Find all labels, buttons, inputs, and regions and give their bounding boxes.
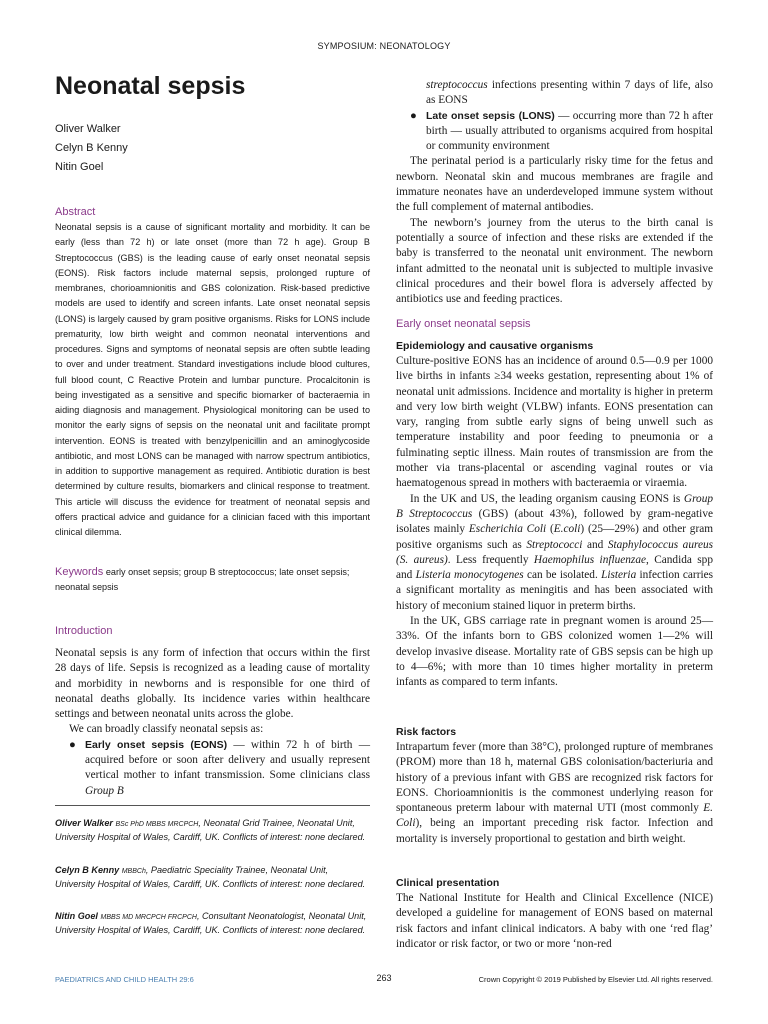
eons-paragraph-1: Culture-positive EONS has an incidence of around 0.5—0.9 per 1000 live births in infants ≥34 weeks gestation, representing about 1% of neonatal unit admissions. Incidence and mortality is higher in preterm and very low birth weight (VLBW) infants. EONS presentation can vary, ranging from subtle early signs of being unwell such as temperature instability and poor feeding to pneumonia or a fulminating septic illness. Main routes of transmission are from the mother via trans-placental or ascending vaginal routes or via haematogenous spread in mothers with bacteraemia or viraemia.: [396, 355, 713, 490]
footnote-divider: [55, 805, 370, 806]
list-item: [55, 738, 370, 799]
clinical-presentation-body: [396, 891, 713, 952]
author-note-name: Nitin Goel: [55, 911, 98, 921]
bullet-term-eons: Early onset sepsis (EONS): [85, 738, 228, 751]
author-note-text: , Consultant Neonatologist, Neonatal Unit, University Hospital of Wales, Cardiff, UK. Conflicts of interest: none declared.: [55, 911, 367, 936]
bullet-term-lons: Late onset sepsis (LONS): [426, 109, 555, 122]
bullet-icon: ●: [410, 109, 417, 122]
abstract-heading: Abstract: [55, 206, 96, 218]
footer-copyright: Crown Copyright © 2019 Published by Elsevier Ltd. All rights reserved.: [478, 975, 713, 984]
eons-paragraph-2: In the UK and US, the leading organism causing EONS is Group B Streptococcus (GBS) (about 43%), followed by gram-negative isolates mainly Escherichia Coli (E.coli) (25—29%) and other gram positive organisms such as Streptococci and Staphylococcus aureus (S. aureus). Less frequently Haemophilus influenzae, Candida spp and Listeria monocytogenes can be isolated. Listeria infection carries a significant mortality as meningitis and has been associated with history of meconium stained liquor in preterm births.: [396, 492, 714, 612]
risk-paragraph: Intrapartum fever (more than 38°C), prolonged rupture of membranes (PROM) more than 18 h, maternal GBS colonisation/bacteriuria and history of a previous infant with GBS are recognized risk factors for EONS. Chorioamnionitis is the commonest underlying reason for spontaneous preterm labour with maternal UTI (most commonly E. Coli), being an important preceding risk factor. Infection and mortality is inversely proportional to gestation and birth weight.: [396, 741, 713, 845]
eons-heading: Early onset neonatal sepsis: [396, 318, 531, 330]
epidemiology-heading: Epidemiology and causative organisms: [396, 340, 594, 352]
author-note-name: Oliver Walker: [55, 818, 113, 828]
article-title: Neonatal sepsis: [55, 72, 246, 100]
list-item: [396, 78, 713, 109]
intro-paragraph-4: The newborn’s journey from the uterus to the birth canal is potentially a source of infection and these risks are extended if the baby is transferred to the neonatal unit environment. The newborn infant admitted to the neonatal unit is subjected to multiple invasive clinical procedures and their bowel flora is adversely affected by antibiotics use and feeding practices.: [396, 216, 713, 306]
classification-list-continued: [396, 78, 713, 154]
author-note-name: Celyn B Kenny: [55, 865, 120, 875]
bullet-cont-text: infections presenting within 7 days of life, also as EONS: [426, 79, 713, 107]
bullet-cont-italic: streptococcus: [426, 79, 488, 91]
author-note-3: [55, 910, 370, 938]
intro-paragraph-1: Neonatal sepsis is any form of infection that occurs within the first 28 days of life. Sepsis is recognized as a leading cause of mortality and morbidity in newborns and is responsible for one third of neonatal deaths globally. Its incidence varies within healthcare settings and between neonatal units across the globe.: [55, 647, 370, 721]
introduction-body-right: [396, 78, 713, 307]
bullet-text-eons-italic: Group B: [85, 784, 124, 797]
intro-paragraph-2: We can broadly classify neonatal sepsis as:: [69, 723, 264, 736]
classification-list: [55, 738, 370, 799]
bullet-text-eons: — within 72 h of birth — acquired before or soon after delivery and usually represent vertical mother to infant transmission. Some clinicians class: [85, 738, 370, 782]
author-note-2: [55, 864, 370, 892]
bullet-text-lons: — occurring more than 72 h after birth — usually attributed to organisms acquired from hospital or community environment: [426, 109, 713, 153]
bullet-icon: ●: [69, 738, 76, 751]
footer-journal: PAEDIATRICS AND CHILD HEALTH 29:6: [55, 975, 194, 984]
clinical-paragraph: The National Institute for Health and Clinical Excellence (NICE) developed a guideline for management of EONS based on maternal risk factors and infant clinical indicators. A baby with one ‘red flag’ indicator or risk factor, or two or more ‘non-red: [396, 892, 713, 950]
author-note-text: , Paediatric Speciality Trainee, Neonatal Unit, University Hospital of Wales, Cardiff, UK. Conflicts of interest: none declared.: [55, 865, 366, 890]
clinical-presentation-heading: Clinical presentation: [396, 877, 500, 889]
page-number: 263: [376, 973, 392, 983]
intro-paragraph-3: The perinatal period is a particularly risky time for the fetus and newborn. Neonatal skin and mucous membranes are fragile and immature neonates have an underdeveloped immune system without the full complement of maternal antibodies.: [396, 155, 713, 214]
introduction-body-left: [55, 646, 370, 799]
keywords: [55, 565, 370, 595]
eons-paragraph-3: In the UK, GBS carriage rate in pregnant women is around 25—33%. Of the infants born to GBS colonized women 1—2% will develop invasive disease. Mortality rate of GBS sepsis can be high up to 4—6%; with more than 10 times higher mortality in preterm infants as compared to term infants.: [396, 615, 713, 689]
eons-body: [396, 354, 713, 691]
running-header: SYMPOSIUM: NEONATOLOGY: [317, 41, 451, 51]
author-note-1: [55, 817, 370, 845]
author-note-qualifications: MBBCh: [121, 868, 146, 875]
list-item: [396, 109, 713, 155]
keywords-label: Keywords: [55, 566, 104, 578]
risk-factors-body: [396, 740, 713, 847]
author-1: Oliver Walker: [55, 123, 121, 135]
introduction-heading: Introduction: [55, 625, 113, 637]
author-note-qualifications: MBBS MD MRCPCH FRCPCH: [100, 914, 197, 921]
author-2: Celyn B Kenny: [55, 142, 128, 154]
risk-factors-heading: Risk factors: [396, 726, 457, 738]
keywords-text: early onset sepsis; group B streptococcus; late onset sepsis; neonatal sepsis: [55, 567, 350, 592]
author-3: Nitin Goel: [55, 161, 104, 173]
author-note-qualifications: BSc PhD MBBS MRCPCH: [115, 821, 199, 828]
author-note-text: , Neonatal Grid Trainee, Neonatal Unit, University Hospital of Wales, Cardiff, UK. Conflicts of interest: none declared.: [55, 818, 366, 843]
abstract-text: Neonatal sepsis is a cause of significant mortality and morbidity. It can be early (less than 72 h) or late onset (more than 72 h age). Group B Streptococcus (GBS) is the leading cause of early onset neonatal sepsis (EONS). Risk factors include maternal sepsis, prolonged rupture of membranes, chorioamnionitis and GBS colonization. Risk-based predictive models are used to identify and screen infants. Late onset neonatal sepsis (LONS) is largely caused by gram positive organisms. Risks for LONS include prematurity, low birth weight and common neonatal interventions and procedures. Signs and symptoms of neonatal sepsis are often subtle leading to over and under treatment. Standard investigations include blood cultures, full blood count, C Reactive Protein and lumbar puncture. Procalcitonin is being investigated as a sensitive and specific biomarker of bacteraemia in aiding diagnosis and management. Physiological monitoring can be used to monitor the early signs of sepsis on the neonatal unit and facilitate prompt intervention. EONS is treated with benzylpenicillin and an aminoglycoside antibiotic, and most LONS can be managed with narrow spectrum antibiotics, in addition to supportive management as required. Antibiotic duration is best determined by culture results, biomarkers and clinical response to treatment. This article will discuss the evidence for treatment of neonatal sepsis and offers practical advice and guidance for a clinician faced with this important clinical dilemma.: [55, 222, 370, 537]
